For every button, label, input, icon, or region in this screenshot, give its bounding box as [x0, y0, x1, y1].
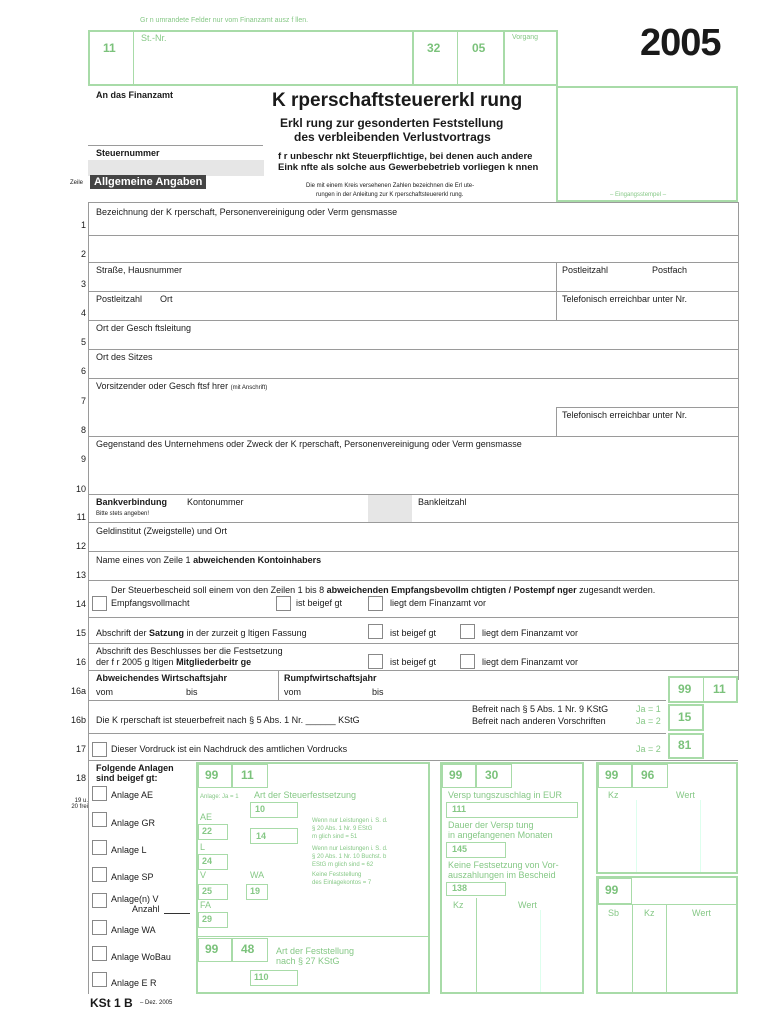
field-11: 11 [103, 41, 116, 55]
row-number: 3 [80, 279, 86, 289]
row16b-15: 15 [678, 710, 692, 724]
row16a-rumpf-label: Rumpfwirtschaftsjahr [284, 673, 377, 683]
anlage-ae-label: Anlage AE [111, 790, 154, 800]
row14-liegt-vor-label: liegt dem Finanzamt vor [390, 598, 487, 608]
box1-14: 14 [256, 831, 267, 841]
row15-beigefuegt-checkbox[interactable] [368, 624, 383, 639]
row15-liegt-vor-label: liegt dem Finanzamt vor [482, 628, 579, 638]
row-number: 9 [80, 454, 86, 464]
form-subtitle-1: Erkl rung zur gesonderten Feststellung [280, 116, 504, 130]
anlage-sp-label: Anlage SP [111, 872, 154, 882]
row4-tel-label: Telefonisch erreichbar unter Nr. [562, 294, 688, 304]
row-number: 7 [80, 396, 86, 406]
row6-label: Ort des Sitzes [96, 352, 153, 362]
row14-vollmacht-checkbox[interactable] [92, 596, 107, 611]
box1-10: 10 [255, 804, 266, 814]
anlage-wobau-label: Anlage WoBau [111, 952, 171, 962]
row18-label-2: sind beigef gt: [96, 773, 158, 783]
box3-wert: Wert [518, 900, 537, 910]
anlage-wobau-checkbox[interactable] [92, 946, 107, 961]
zeile-label: Zeile [70, 180, 84, 186]
box1-11: 11 [241, 768, 254, 782]
row9-label: Gegenstand des Unternehmens oder Zweck der K rperschaft, Personenvereinigung oder Verm gensmasse [96, 439, 522, 449]
form-title: K rperschaftsteuererkl rung [272, 90, 523, 111]
box1-wa: WA [250, 870, 265, 880]
row-number: 10 [75, 484, 86, 494]
box5-kz: Kz [644, 908, 655, 918]
row-number: 5 [80, 337, 86, 347]
box1-note2c: EStG m glich sind = 62 [312, 862, 374, 868]
row16a-bis-1: bis [186, 687, 198, 697]
box3-145: 145 [452, 844, 468, 854]
row16-liegt-vor-label: liegt dem Finanzamt vor [482, 657, 579, 667]
row14-beigefuegt-label: ist beigef gt [296, 598, 343, 608]
box1-anlage-ja: Anlage: Ja = 1 [200, 794, 239, 800]
rows-19-20-frei: 19 u. 20 frei [71, 798, 88, 810]
box2-48: 48 [241, 942, 255, 956]
row11-bank-label: Bankverbindung [96, 497, 168, 507]
row16b-ja-2: Ja = 2 [636, 716, 661, 726]
box3-versp-label: Versp tungszuschlag in EUR [448, 790, 563, 800]
row17-ja: Ja = 2 [636, 744, 661, 754]
row7-label: Vorsitzender oder Gesch ftsf hrer (mit Anschrift) [96, 381, 268, 391]
circle-note-1: Die mit einem Kreis versehenen Zahlen bezeichnen die Erl ute- [306, 183, 475, 189]
box3-kz: Kz [453, 900, 464, 910]
box3-99: 99 [449, 768, 463, 782]
top-note: Gr n umrandete Felder nur vom Finanzamt ausz f llen. [140, 17, 309, 24]
row17-text: Dieser Vordruck ist ein Nachdruck des amtlichen Vordrucks [111, 744, 348, 754]
row14-beigefuegt-checkbox[interactable] [276, 596, 291, 611]
box1-art-label: Art der Steuerfestsetzung [254, 790, 357, 800]
anlage-l-checkbox[interactable] [92, 840, 107, 855]
box1-note2a: Wenn nur Leistungen i. S. d. [312, 846, 388, 852]
box5-sb: Sb [608, 908, 620, 918]
row16b-befreit-2: Befreit nach anderen Vorschriften [472, 716, 606, 726]
box5-wert: Wert [692, 908, 711, 918]
row17-checkbox[interactable] [92, 742, 107, 757]
box2-art-2: nach § 27 KStG [276, 956, 340, 966]
form-year: 2005 [640, 22, 721, 64]
row16-beigefuegt-checkbox[interactable] [368, 654, 383, 669]
circle-note-2: rungen in der Anleitung zur K rperschaftsteuererkl rung. [316, 192, 464, 198]
row-number: 4 [80, 308, 86, 318]
box2-99: 99 [205, 942, 219, 956]
row16b-befreit-1: Befreit nach § 5 Abs. 1 Nr. 9 KStG [472, 704, 609, 714]
box3-keine-2: auszahlungen im Bescheid [448, 870, 556, 880]
row14-liegt-vor-checkbox[interactable] [368, 596, 383, 611]
anlage-v-label: Anlage(n) V [111, 894, 159, 904]
row-number: 16 [75, 657, 86, 667]
row-number: 17 [75, 744, 86, 754]
row14-vollmacht-label: Empfangsvollmacht [111, 598, 190, 608]
row16a-abw-label: Abweichendes Wirtschaftsjahr [96, 673, 227, 683]
box1-note3a: Keine Feststellung [312, 872, 362, 878]
row11-hint: Bitte stets angeben! [96, 511, 150, 517]
an-das-finanzamt: An das Finanzamt [96, 90, 174, 100]
row-number: 11 [76, 512, 86, 522]
row3-plz-label: Postleitzahl [562, 265, 609, 275]
anlage-er-label: Anlage E R [111, 978, 157, 988]
eingangsstempel-box [556, 86, 738, 202]
row3-street-label: Straße, Hausnummer [96, 265, 183, 275]
row16-label-1: Abschrift des Beschlusses ber die Festsetzung [96, 646, 283, 656]
anlage-gr-checkbox[interactable] [92, 812, 107, 827]
field-05: 05 [472, 41, 486, 55]
box4-kz: Kz [608, 790, 619, 800]
box1-29: 29 [202, 914, 213, 924]
row18-label-1: Folgende Anlagen [96, 763, 174, 773]
box1-ae: AE [200, 812, 213, 822]
row16b-ja-1: Ja = 1 [636, 704, 661, 714]
row-number: 6 [80, 366, 86, 376]
row15-beigefuegt-label: ist beigef gt [390, 628, 437, 638]
box4-99: 99 [605, 768, 619, 782]
row16-liegt-vor-checkbox[interactable] [460, 654, 475, 669]
box3-dauer-2: in angefangenen Monaten [448, 830, 553, 840]
row8-tel-label: Telefonisch erreichbar unter Nr. [562, 410, 688, 420]
box1-fa: FA [200, 900, 212, 910]
row5-label: Ort der Gesch ftsleitung [96, 323, 192, 333]
row-number: 12 [75, 541, 86, 551]
row-number: 16b [70, 715, 86, 725]
anlage-wa-label: Anlage WA [111, 925, 156, 935]
row-number: 18 [75, 773, 86, 783]
anlage-gr-label: Anlage GR [111, 818, 156, 828]
row11-blz-label: Bankleitzahl [418, 497, 467, 507]
anlage-l-label: Anlage L [111, 845, 147, 855]
box2-110: 110 [254, 972, 269, 982]
row16a-bis-2: bis [372, 687, 384, 697]
box1-99: 99 [205, 768, 219, 782]
steuernummer-field[interactable] [88, 160, 264, 176]
row16-label-2: der f r 2005 g ltigen Mitgliederbeitr ge [96, 657, 252, 667]
row-number: 13 [75, 570, 86, 580]
steuernummer-label: Steuernummer [96, 148, 160, 158]
box3-keine-1: Keine Festsetzung von Vor- [448, 860, 559, 870]
box1-note3b: des Einlagekontos = 7 [312, 880, 372, 886]
row4-plz-label: Postleitzahl [96, 294, 143, 304]
row15-label: Abschrift der Satzung in der zurzeit g ltigen Fassung [96, 628, 307, 638]
box1-22: 22 [202, 826, 213, 836]
box3-111: 111 [452, 804, 467, 814]
box4-wert: Wert [676, 790, 695, 800]
row13-label: Name eines von Zeile 1 abweichenden Kontoinhabers [96, 555, 322, 565]
st-nr-label: St.-Nr. [141, 33, 167, 43]
row15-liegt-vor-checkbox[interactable] [460, 624, 475, 639]
row-number: 2 [80, 249, 86, 259]
row4-ort-label: Ort [160, 294, 173, 304]
form-subtitle-3: f r unbeschr nkt Steuerpflichtige, bei denen auch andere [278, 151, 533, 162]
anlage-er-checkbox[interactable] [92, 972, 107, 987]
row-number: 1 [80, 220, 86, 230]
row3-postfach-label: Postfach [652, 265, 688, 275]
row1-label: Bezeichnung der K rperschaft, Personenvereinigung oder Verm gensmasse [96, 207, 398, 217]
row-number: 8 [80, 425, 86, 435]
row16a-vom-2: vom [284, 687, 302, 697]
box1-note1a: Wenn nur Leistungen i. S. d. [312, 818, 388, 824]
box1-v: V [200, 870, 207, 880]
box4-96: 96 [641, 768, 655, 782]
box1-24: 24 [202, 856, 213, 866]
row16b-text: Die K rperschaft ist steuerbefreit nach § 5 Abs. 1 Nr. ______ KStG [96, 715, 360, 725]
anlage-ae-checkbox[interactable] [92, 786, 107, 801]
anlage-wa-checkbox[interactable] [92, 920, 107, 935]
box5-99: 99 [605, 883, 619, 897]
field-32: 32 [427, 41, 441, 55]
box3-138: 138 [452, 883, 468, 893]
box1-note1b: § 20 Abs. 1 Nr. 9 EStG [312, 826, 373, 832]
section-title: Allgemeine Angaben [90, 175, 206, 189]
row16a-vom-1: vom [96, 687, 114, 697]
box1-note2b: § 20 Abs. 1 Nr. 10 Buchst. b [312, 854, 387, 860]
row17-81: 81 [678, 738, 692, 752]
box1-note1c: m glich sind = 51 [312, 834, 358, 840]
row16-beigefuegt-label: ist beigef gt [390, 657, 437, 667]
vorgang-label: Vorgang [512, 34, 539, 41]
form-id: KSt 1 B [90, 996, 133, 1010]
box1-l: L [200, 842, 206, 852]
row-number: 14 [75, 599, 86, 609]
form-subtitle-4: Eink nfte als solche aus Gewerbebetrieb vorliegen k nnen [278, 162, 539, 173]
row16a-11: 11 [713, 682, 726, 696]
row14-text: Der Steuerbescheid soll einem von den Zeilen 1 bis 8 abweichenden Empfangsbevollm chtigten / Postempf nger zugesandt werden. [111, 585, 656, 595]
box3-30: 30 [485, 768, 499, 782]
row16a-99: 99 [678, 682, 692, 696]
box1-25: 25 [202, 886, 213, 896]
box2-art-1: Art der Feststellung [276, 946, 355, 956]
anlage-sp-checkbox[interactable] [92, 867, 107, 882]
anlage-v-anzahl: Anzahl [132, 904, 160, 914]
form-date: – Dez. 2005 [140, 1000, 173, 1006]
row11-konto-label: Kontonummer [187, 497, 244, 507]
anlage-v-checkbox[interactable] [92, 893, 107, 908]
row12-label: Geldinstitut (Zweigstelle) und Ort [96, 526, 228, 536]
eingangsstempel-label: – Eingangsstempel – [610, 192, 667, 198]
form-subtitle-2: des verbleibenden Verlustvortrags [294, 130, 491, 144]
box3-dauer-1: Dauer der Versp tung [448, 820, 534, 830]
box1-19: 19 [250, 886, 261, 896]
row-number: 15 [75, 628, 86, 638]
row-number: 16a [70, 686, 86, 696]
